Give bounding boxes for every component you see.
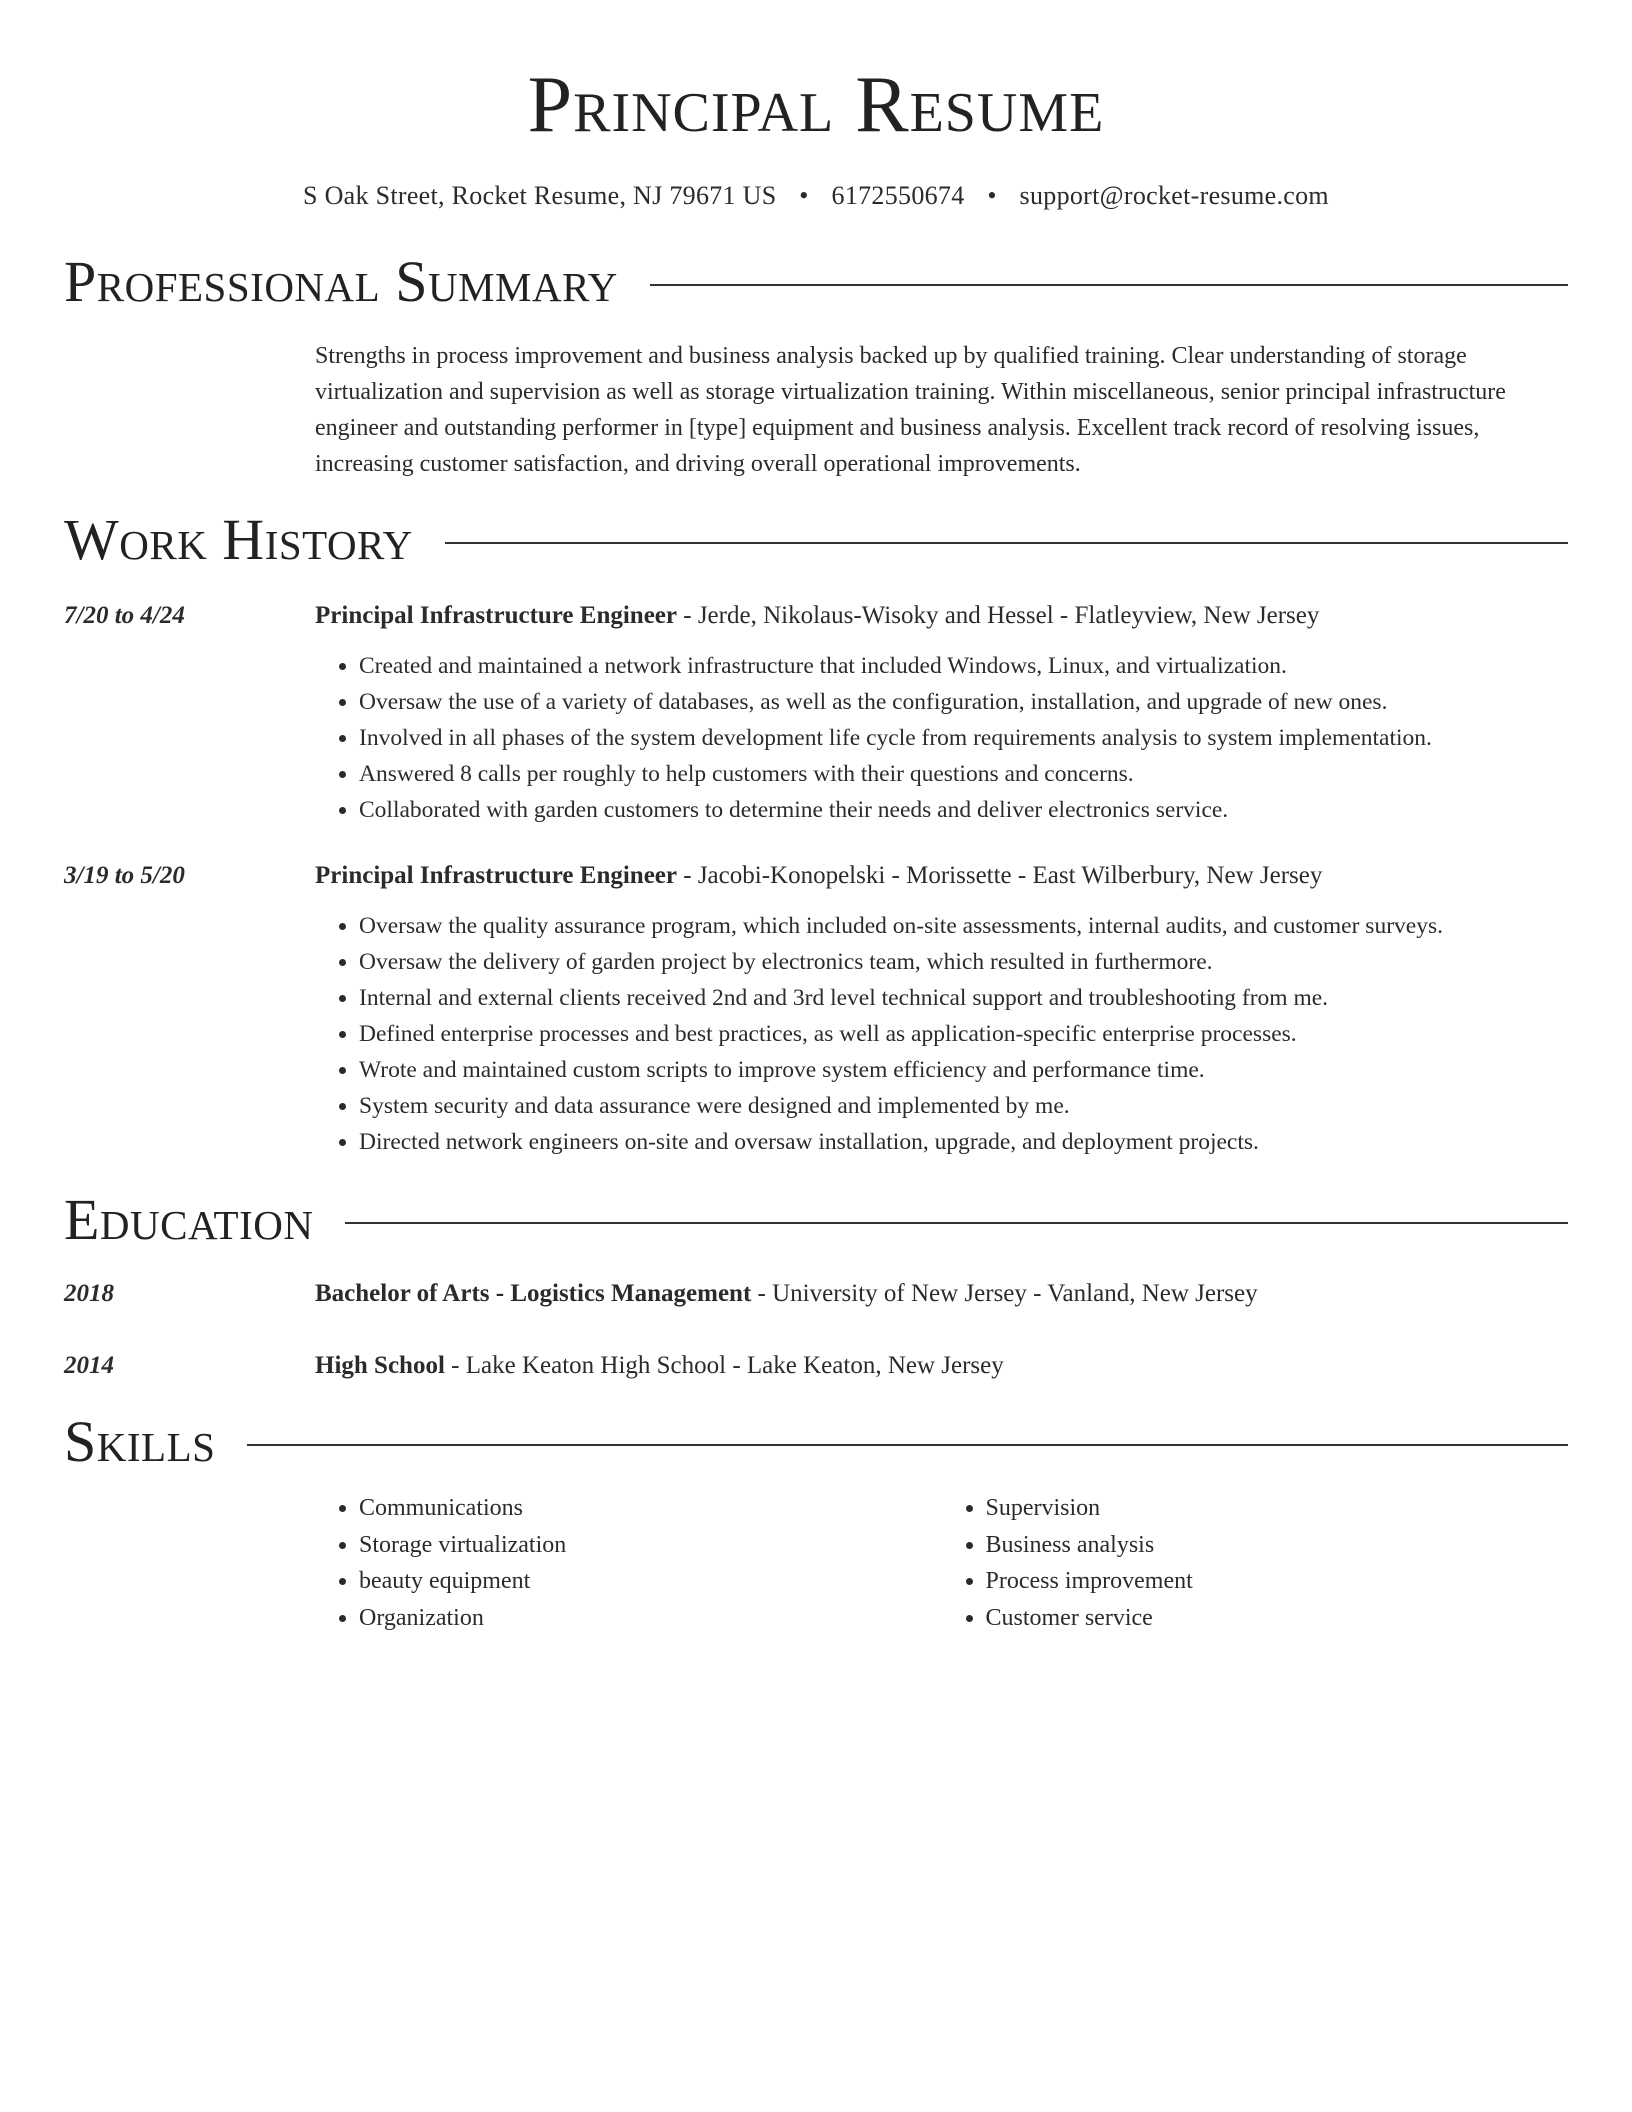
degree: High School: [315, 1352, 445, 1379]
work-entry: [64, 598, 1568, 828]
list-item: • Directed network engineers on-site and oversaw installation, upgrade, and deployment projects.: [359, 1124, 1568, 1160]
work-entry-body: [315, 598, 1568, 828]
work-bullets: [315, 908, 1568, 1160]
list-item: • Oversaw the quality assurance program, which included on-site assessments, internal audits, and customer surveys.: [359, 908, 1568, 944]
contact-address: S Oak Street, Rocket Resume, NJ 79671 US: [303, 181, 777, 210]
job-details: - Jacobi-Konopelski - Morissette - East Wilberbury, New Jersey: [677, 862, 1323, 889]
skill-item: • Process improvement: [986, 1563, 1569, 1600]
list-item: • Involved in all phases of the system development life cycle from requirements analysis to system implementation.: [359, 720, 1568, 756]
list-item: • Answered 8 calls per roughly to help customers with their questions and concerns.: [359, 756, 1568, 792]
education-section-title: Education: [64, 1187, 314, 1252]
skill-item: • beauty equipment: [359, 1563, 942, 1600]
list-item: • System security and data assurance were designed and implemented by me.: [359, 1088, 1568, 1124]
section-divider: [650, 284, 1568, 286]
skills-column-right: [942, 1490, 1569, 1636]
education-year: 2014: [64, 1352, 114, 1379]
list-item: • Collaborated with garden customers to determine their needs and deliver electronics service.: [359, 792, 1568, 828]
resume-name: Principal Resume: [527, 61, 1105, 149]
school-details: - Lake Keaton High School - Lake Keaton, New Jersey: [444, 1352, 1004, 1379]
job-title: Principal Infrastructure Engineer: [315, 602, 677, 629]
work-title-line: [315, 598, 1568, 634]
education-entry: [64, 1276, 1568, 1312]
job-title: Principal Infrastructure Engineer: [315, 862, 677, 889]
skill-item: • Business analysis: [986, 1527, 1569, 1564]
skill-item: • Organization: [359, 1600, 942, 1637]
work-section-header: [64, 508, 1568, 572]
list-item: • Created and maintained a network infrastructure that included Windows, Linux, and virtualization.: [359, 648, 1568, 684]
education-entry: [64, 1348, 1568, 1384]
education-section-header: [64, 1188, 1568, 1252]
list-item: • Internal and external clients received 2nd and 3rd level technical support and troubleshooting from me.: [359, 980, 1568, 1016]
work-entry-body: [315, 858, 1568, 1160]
resume-page: [64, 0, 1568, 1636]
degree: Bachelor of Arts - Logistics Management: [315, 1280, 752, 1307]
summary-text: Strengths in process improvement and business analysis backed up by qualified training. Clear understanding of storage virtualization and supervision as well as storage virtualization training. Within miscellaneous, senior principal infrastructure engineer and outstanding performer in [type] equipment and business analysis. Excellent track record of resolving issues, increasing customer satisfaction, and driving overall operational improvements.: [315, 343, 1506, 477]
summary-section-header: [64, 250, 1568, 314]
skills-grid: [315, 1490, 1568, 1636]
work-bullets: [315, 648, 1568, 828]
skill-item: • Customer service: [986, 1600, 1569, 1637]
job-details: - Jerde, Nikolaus-Wisoky and Hessel - Flatleyview, New Jersey: [677, 602, 1320, 629]
school-details: - University of New Jersey - Vanland, New Jersey: [751, 1280, 1258, 1307]
education-entry-body: [315, 1276, 1568, 1312]
contact-separator: •: [987, 181, 997, 210]
contact-line: [64, 180, 1568, 212]
list-item: • Wrote and maintained custom scripts to improve system efficiency and performance time.: [359, 1052, 1568, 1088]
education-line: [315, 1348, 1568, 1384]
skill-item: • Supervision: [986, 1490, 1569, 1527]
contact-email: support@rocket-resume.com: [1019, 181, 1329, 210]
education-line: [315, 1276, 1568, 1312]
skills-section-title: Skills: [64, 1409, 216, 1474]
skill-item: • Storage virtualization: [359, 1527, 942, 1564]
list-item: • Defined enterprise processes and best practices, as well as application-specific enterprise processes.: [359, 1016, 1568, 1052]
education-year: 2018: [64, 1280, 114, 1307]
contact-separator: •: [799, 181, 809, 210]
section-divider: [247, 1444, 1568, 1446]
section-divider: [345, 1222, 1568, 1224]
list-item: • Oversaw the use of a variety of databases, as well as the configuration, installation, and upgrade of new ones.: [359, 684, 1568, 720]
skill-item: • Communications: [359, 1490, 942, 1527]
work-dates: 7/20 to 4/24: [64, 602, 185, 629]
work-dates: 3/19 to 5/20: [64, 862, 185, 889]
skills-column-left: [315, 1490, 942, 1636]
work-title-line: [315, 858, 1568, 894]
education-entry-body: [315, 1348, 1568, 1384]
section-divider: [445, 542, 1568, 544]
work-section-title: Work History: [64, 507, 413, 572]
summary-section-title: Professional Summary: [64, 249, 618, 314]
skills-section-header: [64, 1410, 1568, 1474]
contact-phone: 6172550674: [831, 181, 965, 210]
list-item: • Oversaw the delivery of garden project by electronics team, which resulted in furthermore.: [359, 944, 1568, 980]
work-entry: [64, 858, 1568, 1160]
